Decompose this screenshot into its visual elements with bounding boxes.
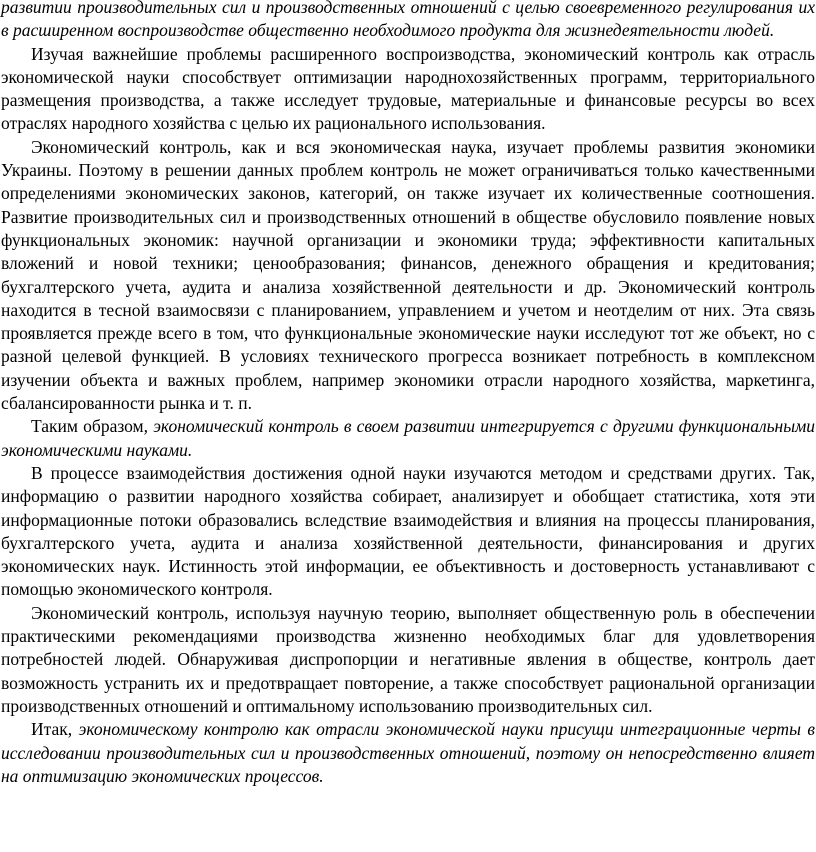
paragraph-text: Итак, [31,719,79,740]
paragraph-text: Таким образом [31,416,144,437]
paragraph-text: Изучая важнейшие проблемы расширенного воспроизводства, экономический контроль как отрасль экономической науки способствует оптимизации народнохозяйственных программ, территориального размещения производства, а также исследует трудовые, материальные и финансовые ресурсы во всех отраслях народного хозяйства с целью их рационального использования. [1,43,815,134]
paragraph-text: В процессе взаимодействия достижения одной науки изучаются методом и средствами других. Так, информацию о развитии народного хозяйства собирает, анализирует и обобщает статистика, хотя эти информационные потоки образовались вследствие взаимодействия и влияния на процессы планирования, бухгалтерского учета, аудита и анализа хозяйственной деятельности, финансирования и других экономических наук. Истинность этой информации, ее объективность и достоверность устанавливают с помощью экономического контроля. [1,462,815,600]
paragraph-integration-conclusion [1,415,815,462]
paragraph-reproduction-problems [1,43,815,136]
paragraph-text: Экономический контроль, как и вся экономическая наука, изучает проблемы развития экономики Украины. Поэтому в решении данных проблем контроль не может ограничиваться только качественными определениями экономических законов, категорий, он также изучает их количественные соотношения. Развитие производительных сил и производственных отношений в обществе обусловило появление новых функциональных экономик: научной организации и экономики труда; эффективности капитальных вложений и новой техники; ценообразования; финансов, денежного обращения и кредитования; бухгалтерского учета, аудита и анализа хозяйственной деятельности и др. Экономический контроль находится в тесной взаимосвязи с планированием, управлением и учетом и неотделим от них. Эта связь проявляется прежде всего в том, что функциональные экономические науки исследуют тот же объект, но с разной целевой функцией. В условиях технического прогресса возникает потребность в комплексном изучении объекта и важных проблем, например экономики отрасли народного хозяйства, маркетинга, сбалансированности рынка и т. п. [1,136,815,414]
paragraph-continuation [1,0,815,43]
italic-text: экономическому контролю как отрасли экономической науки присущи интеграционные черты в исследовании производительных сил и производственных отношений, поэтому он непосредственно влияет на оптимизацию экономических процессов. [1,719,815,786]
italic-text: , экономический контроль в своем развитии интегрируется с другими функциональными экономическими науками. [1,416,815,460]
paragraph-text: Экономический контроль, используя научную теорию, выполняет общественную роль в обеспечении практическими рекомендациями производства жизненно необходимых благ для удовлетворения потребностей людей. Обнаруживая диспропорции и негативные явления в обществе, контроль дает возможность устранить их и предотвращает повторение, а также способствует рациональной организации производственных отношений и оптимальному использованию производительных сил. [1,602,815,716]
paragraph-interaction-of-sciences [1,462,815,602]
paragraph-final-conclusion [1,718,815,788]
paragraph-ukraine-economy [1,136,815,416]
italic-text: развитии производительных сил и производственных отношений с целью своевременного регулирования их в расширенном воспроизводстве общественно необходимого продукта для жизнедеятельности людей. [1,0,815,41]
paragraph-social-role [1,602,815,718]
